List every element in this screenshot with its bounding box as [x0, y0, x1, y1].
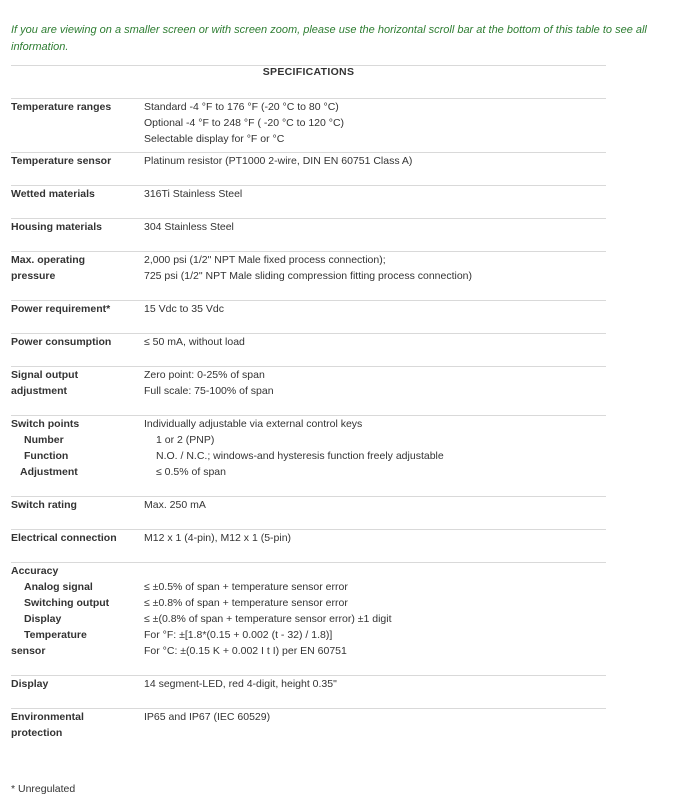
label-line: Power requirement*	[11, 303, 111, 315]
value-line: Selectable display for °F or °C	[144, 133, 285, 145]
value-line: N.O. / N.C.; windows-and hysteresis function freely adjustable	[156, 450, 444, 462]
label-line: Switch rating	[11, 499, 77, 511]
row-label	[11, 563, 144, 676]
value-line: Individually adjustable via external control keys	[144, 418, 363, 430]
label-line: adjustment	[11, 385, 68, 397]
row-value	[144, 99, 606, 153]
table-title: SPECIFICATIONS	[11, 66, 606, 99]
row-label	[11, 497, 144, 530]
table-row	[11, 497, 606, 530]
table-header-row	[11, 66, 606, 99]
value-line: Platinum resistor (PT1000 2-wire, DIN EN 60751 Class A)	[144, 155, 413, 167]
label-line: sensor	[11, 645, 46, 657]
label-line: Temperature ranges	[11, 101, 112, 113]
row-label	[11, 676, 144, 709]
label-line: Accuracy	[11, 565, 59, 577]
label-line: protection	[11, 727, 63, 739]
row-label	[11, 301, 144, 334]
value-line: 316Ti Stainless Steel	[144, 188, 243, 200]
table-row	[11, 416, 606, 497]
value-line	[144, 563, 606, 579]
table-row	[11, 530, 606, 563]
value-line: 2,000 psi (1/2" NPT Male fixed process connection);	[144, 254, 386, 266]
row-value	[144, 186, 606, 219]
row-label	[11, 186, 144, 219]
row-value	[144, 416, 606, 497]
value-line: For °F: ±[1.8*(0.15 + 0.002 (t - 32) / 1.8)]	[144, 629, 333, 641]
value-line: ≤ 0.5% of span	[156, 466, 226, 478]
label-line: pressure	[11, 270, 56, 282]
label-line: Max. operating	[11, 254, 86, 266]
value-line: ≤ ±0.5% of span + temperature sensor error	[144, 581, 348, 593]
label-line: Environmental	[11, 711, 84, 723]
value-line: M12 x 1 (4-pin), M12 x 1 (5-pin)	[144, 532, 292, 544]
label-line: Switching output	[24, 597, 110, 609]
row-value	[144, 367, 606, 416]
row-value	[144, 334, 606, 367]
value-line: 1 or 2 (PNP)	[156, 434, 215, 446]
label-line: Display	[24, 613, 62, 625]
scroll-notice: If you are viewing on a smaller screen or with screen zoom, please use the horizontal scroll bar at the bottom of this table to see all information.	[11, 24, 647, 53]
label-line: Display	[11, 678, 49, 690]
row-value	[144, 709, 606, 758]
value-line: ≤ ±(0.8% of span + temperature sensor error) ±1 digit	[144, 613, 392, 625]
row-label	[11, 219, 144, 252]
value-line: ≤ 50 mA, without load	[144, 336, 245, 348]
label-line: Electrical connection	[11, 532, 117, 544]
row-label	[11, 334, 144, 367]
label-line: Function	[24, 450, 69, 462]
table-row	[11, 153, 606, 186]
row-label	[11, 709, 144, 758]
label-line: Power consumption	[11, 336, 112, 348]
row-value	[144, 530, 606, 563]
table-row	[11, 99, 606, 153]
row-label	[11, 153, 144, 186]
specifications-table	[11, 65, 606, 758]
table-row	[11, 563, 606, 676]
value-line: Max. 250 mA	[144, 499, 206, 511]
row-value	[144, 252, 606, 301]
table-row	[11, 301, 606, 334]
label-line: Number	[24, 434, 64, 446]
value-line: ≤ ±0.8% of span + temperature sensor error	[144, 597, 348, 609]
table-row	[11, 709, 606, 758]
value-line: 15 Vdc to 35 Vdc	[144, 303, 224, 315]
table-row	[11, 334, 606, 367]
label-line: Switch points	[11, 418, 80, 430]
label-line: Temperature	[24, 629, 87, 641]
label-line: Temperature sensor	[11, 155, 112, 167]
value-line: Full scale: 75-100% of span	[144, 385, 274, 397]
row-value	[144, 676, 606, 709]
label-line: Signal output	[11, 369, 79, 381]
table-row	[11, 186, 606, 219]
label-line: Housing materials	[11, 221, 103, 233]
value-line: Zero point: 0-25% of span	[144, 369, 265, 381]
row-label	[11, 530, 144, 563]
row-value	[144, 301, 606, 334]
table-row	[11, 676, 606, 709]
row-label	[11, 367, 144, 416]
label-line: Wetted materials	[11, 188, 95, 200]
value-line: 14 segment-LED, red 4-digit, height 0.35"	[144, 678, 337, 690]
value-line: 304 Stainless Steel	[144, 221, 234, 233]
row-value	[144, 563, 606, 676]
value-line: IP65 and IP67 (IEC 60529)	[144, 711, 271, 723]
footnote: * Unregulated	[11, 783, 76, 795]
row-value	[144, 219, 606, 252]
value-line: For °C: ±(0.15 K + 0.002 I t I) per EN 60751	[144, 645, 347, 657]
row-value	[144, 153, 606, 186]
table-row	[11, 367, 606, 416]
value-line: Optional -4 °F to 248 °F ( -20 °C to 120 °C)	[144, 117, 345, 129]
label-line: Analog signal	[24, 581, 93, 593]
label-line: Adjustment	[20, 466, 78, 478]
table-row	[11, 219, 606, 252]
value-line: 725 psi (1/2" NPT Male sliding compression fitting process connection)	[144, 270, 473, 282]
value-line: Standard -4 °F to 176 °F (-20 °C to 80 °C)	[144, 101, 339, 113]
table-row	[11, 252, 606, 301]
row-label	[11, 99, 144, 153]
row-label	[11, 252, 144, 301]
row-label	[11, 416, 144, 497]
row-value	[144, 497, 606, 530]
